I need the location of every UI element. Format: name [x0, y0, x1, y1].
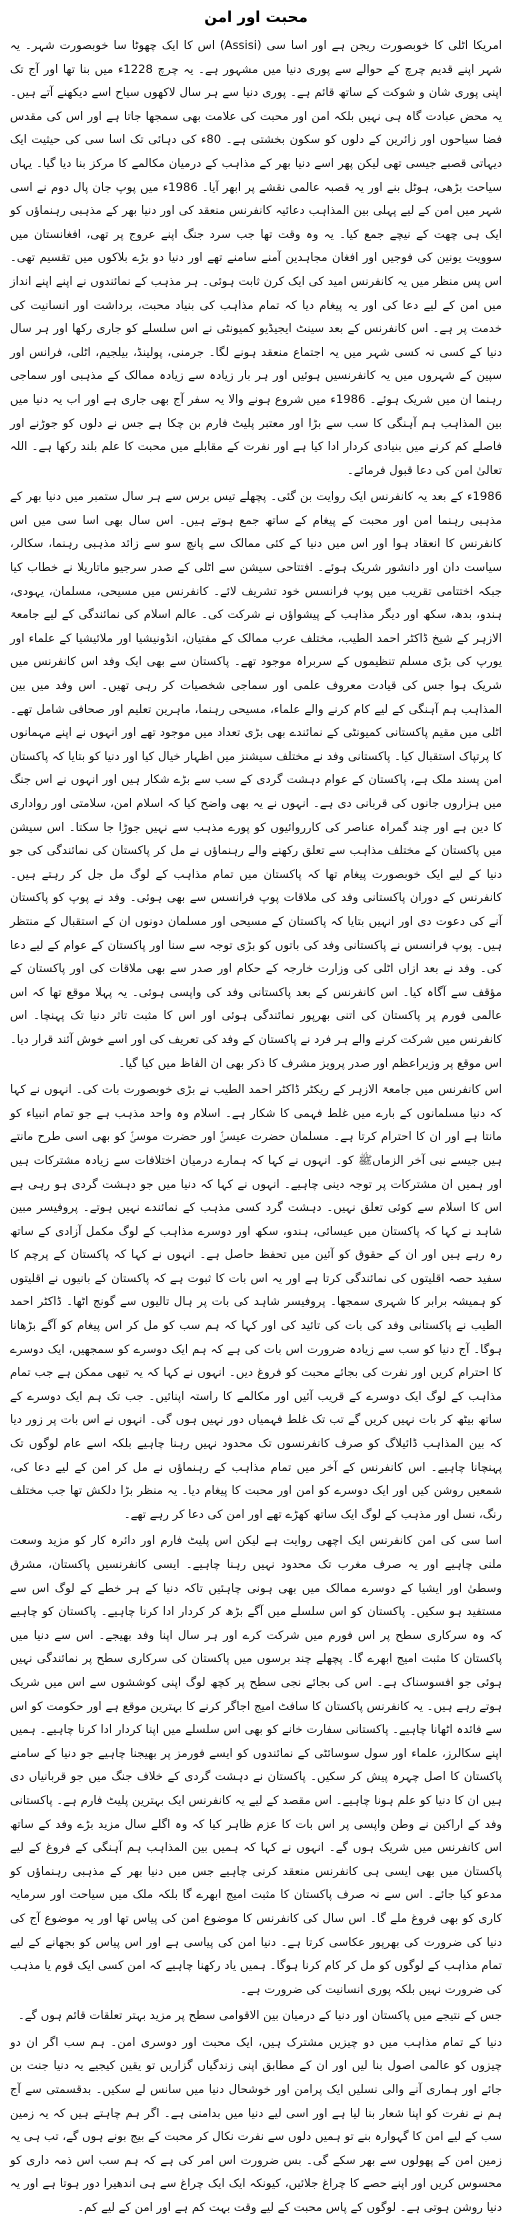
article-paragraph: اس کانفرنس میں جامعۃ الازہر کے ریکٹر ڈاکٹر احمد الطیب نے بڑی خوبصورت بات کی۔ انہوں نے کہا کہ دنیا مسلمانوں کے بارے میں غلط فہمی کا شکار ہے۔ اسلام وہ واحد مذہب ہے جو تمام انبیاء کو مانتا ہے اور ان کا احترام کرتا ہے۔ مسلمان حضرت عیسیٰؑ اور حضرت موسیٰؑ کو بھی اسی طرح مانتے ہیں جیسے نبی آخر الزماںﷺ کو۔ انہوں نے کہا کہ ہمارے درمیان اختلافات سے زیادہ مشترکات ہیں اور ہمیں ان مشترکات پر توجہ دینی چاہیے۔ انہوں نے کہا کہ دنیا میں جو دہشت گردی ہو رہی ہے اس کا اسلام سے کوئی تعلق نہیں۔ دہشت گرد کسی مذہب کے نمائندے نہیں ہوتے۔ پروفیسر مبین شاہد نے کہا کہ پاکستان میں عیسائی، ہندو، سکھ اور دوسرے مذاہب کے لوگ مکمل آزادی کے ساتھ رہ رہے ہیں اور ان کے حقوق کو آئین میں تحفظ حاصل ہے۔ انہوں نے کہا کہ پاکستان کے پرچم کا سفید حصہ اقلیتوں کی نمائندگی کرتا ہے اور یہ اس بات کا ثبوت ہے کہ پاکستان کے بانیوں نے اقلیتوں کو ہمیشہ برابر کا شہری سمجھا۔ پروفیسر شاہد کی بات پر ہال تالیوں سے گونج اٹھا۔ ڈاکٹر احمد الطیب نے پاکستانی وفد کی بات کی تائید کی اور کہا کہ ہم سب کو مل کر اس پیغام کو آگے بڑھانا ہوگا۔ آج دنیا کو سب سے زیادہ ضرورت اس بات کی ہے کہ ہم ایک دوسرے کو سمجھیں، ایک دوسرے کا احترام کریں اور نفرت کی بجائے محبت کو فروغ دیں۔ انہوں نے کہا کہ یہ تبھی ممکن ہے جب تمام مذاہب کے لوگ ایک دوسرے کے قریب آئیں اور مکالمے کا راستہ اپنائیں۔ جب تک ہم ایک دوسرے کے ساتھ بیٹھ کر بات نہیں کریں گے تب تک غلط فہمیاں دور نہیں ہوں گی۔ انہوں نے اس بات پر زور دیا کہ بین المذاہب ڈائیلاگ کو صرف کانفرنسوں تک محدود نہیں رہنا چاہیے بلکہ اسے عام لوگوں تک پہنچانا چاہیے۔ اس کانفرنس کے آخر میں تمام مذاہب کے رہنماؤں نے مل کر امن کے لیے دعا کی، شمعیں روشن کیں اور ایک دوسرے کو امن اور محبت کا پیغام دیا۔ یہ منظر بڑا دلکش تھا جب مختلف رنگ، نسل اور مذہب کے لوگ ایک ساتھ کھڑے تھے اور امن کی دعا کر رہے تھے۔	[10, 1082, 502, 1521]
article-body	[10, 34, 502, 2220]
article-paragraph: دنیا کے تمام مذاہب میں دو چیزیں مشترک ہیں، ایک محبت اور دوسری امن۔ ہم سب اگر ان دو چیزوں کو عالمی اصول بنا لیں اور ان کے مطابق اپنی زندگیاں گزاریں تو یقین کیجیے یہ دنیا جنت بن جائے اور ہماری آنے والی نسلیں ایک پرامن اور خوشحال دنیا میں سانس لے سکیں۔ بدقسمتی سے آج ہم نے نفرت کو اپنا شعار بنا لیا ہے اور اسی لیے دنیا میں بدامنی ہے۔ اگر ہم چاہتے ہیں کہ یہ زمین سب کے لیے امن کا گہوارہ بنے تو ہمیں دلوں سے نفرت نکال کر محبت کے بیج بونے ہوں گے، تب ہی یہ زمین امن کے پھولوں سے بھر سکے گی۔ بس ضرورت اس امر کی ہے کہ ہم سب اس ذمہ داری کو محسوس کریں اور اپنے حصے کا چراغ جلائیں، کیونکہ ایک ایک چراغ سے ہی اندھیرا دور ہوتا ہے اور یہ دنیا روشن ہوتی ہے۔ لوگوں کے پاس محبت کے لیے وقت بہت کم ہے اور امن کے لیے کم۔	[10, 2034, 502, 2215]
article-paragraph: جس کے نتیجے میں پاکستان اور دنیا کے درمیان بین الاقوامی سطح پر مزید بہتر تعلقات قائم ہوں گے۔	[17, 2008, 502, 2023]
article-paragraph: اسا سی کی امن کانفرنس ایک اچھی روایت ہے لیکن اس پلیٹ فارم اور دائرہ کار کو مزید وسعت ملنی چاہیے اور یہ صرف مغرب تک محدود نہیں رہنا چاہیے۔ ایسی کانفرنسیں پاکستان، مشرق وسطیٰ اور ایشیا کے دوسرے ممالک میں بھی ہونی چاہئیں تاکہ دنیا کے ہر خطے کے لوگ اس سے مستفید ہو سکیں۔ پاکستان کو اس سلسلے میں آگے بڑھ کر کردار ادا کرنا چاہیے۔ پاکستان کو چاہیے کہ وہ سرکاری سطح پر اس فورم میں شرکت کرے اور ہر سال اپنا وفد بھیجے۔ اس سے دنیا میں پاکستان کا مثبت امیج ابھرے گا۔ پچھلے چند برسوں میں پاکستان کی سرکاری سطح پر نمائندگی نہیں ہوئی جو افسوسناک ہے۔ اس کی بجائے نجی سطح پر کچھ لوگ اپنی کوششوں سے اس میں شریک ہوتے رہے ہیں۔ یہ کانفرنس پاکستان کا سافٹ امیج اجاگر کرنے کا بہترین موقع ہے اور حکومت کو اس سے فائدہ اٹھانا چاہیے۔ پاکستانی سفارت خانے کو بھی اس سلسلے میں اپنا کردار ادا کرنا چاہیے۔ ہمیں اپنے سکالرز، علماء اور سول سوسائٹی کے نمائندوں کو ایسے فورمز پر بھیجنا چاہیے جو دنیا کے سامنے پاکستان کا اصل چہرہ پیش کر سکیں۔ پاکستان نے دہشت گردی کے خلاف جنگ میں جو قربانیاں دی ہیں ان کا دنیا کو علم ہونا چاہیے۔ اس مقصد کے لیے یہ کانفرنس ایک بہترین پلیٹ فارم ہے۔ پاکستانی وفد کے اراکین نے وطن واپسی پر اس بات کا عزم ظاہر کیا کہ وہ اگلے سال مزید بڑے وفد کے ساتھ اس کانفرنس میں شریک ہوں گے۔ انہوں نے کہا کہ ہمیں بین المذاہب ہم آہنگی کے فروغ کے لیے پاکستان میں بھی ایسی ہی کانفرنس منعقد کرنی چاہیے جس میں دنیا بھر کے مذہبی رہنماؤں کو مدعو کیا جائے۔ اس سے نہ صرف پاکستان کا مثبت امیج ابھرے گا بلکہ ملک میں سیاحت اور سرمایہ کاری کو بھی فروغ ملے گا۔ اس سال کی کانفرنس کا موضوع امن کی پیاس تھا اور یہ موضوع آج کی دنیا کی ضرورت کی بھرپور عکاسی کرتا ہے۔ دنیا امن کی پیاسی ہے اور اس پیاس کو بجھانے کے لیے تمام مذاہب کے لوگوں کو مل کر کام کرنا ہوگا۔ ہمیں یاد رکھنا چاہیے کہ امن کسی ایک قوم یا مذہب کی ضرورت نہیں بلکہ پوری انسانیت کی ضرورت ہے۔	[10, 1533, 502, 1996]
article-paragraph: 1986ء کے بعد یہ کانفرنس ایک روایت بن گئی۔ پچھلے تیس برس سے ہر سال ستمبر میں دنیا بھر کے مذہبی رہنما امن اور محبت کے پیغام کے ساتھ جمع ہوتے ہیں۔ اس سال بھی اسا سی میں اس کانفرنس کا انعقاد ہوا اور اس میں دنیا کے کئی ممالک سے پانچ سو سے زائد مذہبی رہنما، سکالر، سیاست دان اور دانشور شریک ہوئے۔ افتتاحی سیشن سے اٹلی کے صدر سرجیو ماتاریلا نے خطاب کیا جبکہ اختتامی تقریب میں پوپ فرانسس خود تشریف لائے۔ کانفرنس میں مسیحی، مسلمان، یہودی، ہندو، بدھ، سکھ اور دیگر مذاہب کے پیشواؤں نے شرکت کی۔ عالم اسلام کی نمائندگی کے لیے جامعۃ الازہر کے شیخ ڈاکٹر احمد الطیب، مختلف عرب ممالک کے مفتیان، انڈونیشیا اور ملائیشیا کے علماء اور یورپ کی بڑی مسلم تنظیموں کے سربراہ موجود تھے۔ پاکستان سے بھی ایک وفد اس کانفرنس میں شریک ہوا جس کی قیادت معروف علمی اور سماجی شخصیات کر رہی تھیں۔ اس وفد میں بین المذاہب ہم آہنگی کے لیے کام کرنے والے علماء، مسیحی رہنما، ماہرین تعلیم اور صحافی شامل تھے۔ اٹلی میں مقیم پاکستانی کمیونٹی کے نمائندے بھی بڑی تعداد میں موجود تھے اور انہوں نے اپنے مہمانوں کا پرتپاک استقبال کیا۔ پاکستانی وفد نے مختلف سیشنز میں اظہار خیال کیا اور دنیا کو بتایا کہ پاکستان امن پسند ملک ہے، پاکستان کے عوام دہشت گردی کے سب سے بڑے شکار ہیں اور انہوں نے اس جنگ میں ہزاروں جانوں کی قربانی دی ہے۔ انہوں نے یہ بھی واضح کیا کہ اسلام امن، سلامتی اور رواداری کا دین ہے اور چند گمراہ عناصر کی کارروائیوں کو پورے مذہب سے نہیں جوڑا جا سکتا۔ اس سیشن میں پاکستان کے مختلف مذاہب سے تعلق رکھنے والے رہنماؤں نے مل کر پاکستان کی نمائندگی کی جو دنیا کے لیے ایک خوبصورت پیغام تھا کہ پاکستان میں تمام مذاہب کے لوگ مل جل کر رہتے ہیں۔ کانفرنس کے دوران پاکستانی وفد کی ملاقات پوپ فرانسس سے بھی ہوئی۔ وفد نے پوپ کو پاکستان آنے کی دعوت دی اور انہیں بتایا کہ پاکستان کے مسیحی اور مسلمان دونوں ان کے استقبال کے منتظر ہیں۔ پوپ فرانسس نے پاکستانی وفد کی باتوں کو بڑی توجہ سے سنا اور پاکستان کے عوام کے لیے دعا کی۔ وفد نے بعد ازاں اٹلی کی وزارت خارجہ کے حکام اور صدر سے بھی ملاقات کی اور پاکستان کے مؤقف سے آگاہ کیا۔ اس کانفرنس کے بعد پاکستانی وفد کی واپسی ہوئی۔ یہ پہلا موقع تھا کہ اس عالمی فورم پر پاکستان کی اتنی بھرپور نمائندگی ہوئی اور اس کا مثبت تاثر دنیا تک پہنچا۔ اس کانفرنس میں شرکت کرنے والے ہر فرد نے پاکستان کے وفد کی تعریف کی اور اسے خوش آئند قرار دیا۔ اس موقع پر وزیراعظم اور صدر پرویز مشرف کا ذکر بھی ان الفاظ میں کیا گیا۔	[10, 489, 502, 1070]
article-title: محبت اور امن	[204, 8, 308, 26]
article-paragraph: امریکا اٹلی کا خوبصورت ریجن ہے اور اسا سی (Assisi) اس کا ایک چھوٹا سا خوبصورت شہر۔ یہ شہر اپنے قدیم چرچ کے حوالے سے پوری دنیا میں مشہور ہے۔ یہ چرچ 1228ء میں بنا تھا اور آج تک اپنی پوری شان و شوکت کے ساتھ قائم ہے۔ پوری دنیا سے ہر سال لاکھوں سیاح اسے دیکھنے آتے ہیں۔ یہ محض عبادت گاہ ہی نہیں بلکہ امن اور محبت کی علامت بھی سمجھا جاتا ہے اور اس کی مقدس فضا سیاحوں اور زائرین کے دلوں کو سکون بخشتی ہے۔ 80ء کی دہائی تک اسا سی کی حیثیت ایک دیہاتی قصبے جیسی تھی لیکن پھر اسے دنیا بھر کے مذاہب کے درمیان مکالمے کا مرکز بنا دیا گیا۔ یہاں سیاحت بڑھی، ہوٹل بنے اور یہ قصبہ عالمی نقشے پر ابھر آیا۔ 1986ء میں پوپ جان پال دوم نے اسی شہر میں امن کے لیے پہلی بین المذاہب دعائیہ کانفرنس منعقد کی اور دنیا بھر کے مذہبی رہنماؤں کو ایک ہی چھت کے نیچے جمع کیا۔ یہ وہ وقت تھا جب سرد جنگ اپنے عروج پر تھی، افغانستان میں سوویت یونین کی فوجیں اور افغان مجاہدین آمنے سامنے تھے اور دنیا دو بڑے بلاکوں میں تقسیم تھی۔ اس پس منظر میں یہ کانفرنس امید کی ایک کرن ثابت ہوئی۔ ہر مذہب کے نمائندوں نے اپنے اپنے انداز میں امن کے لیے دعا کی اور یہ پیغام دیا کہ تمام مذاہب کی بنیاد محبت، برداشت اور انسانیت کی خدمت پر ہے۔ اس کانفرنس کے بعد سینٹ ایجیڈیو کمیونٹی نے اس سلسلے کو جاری رکھا اور ہر سال دنیا کے کسی نہ کسی شہر میں یہ اجتماع منعقد ہونے لگا۔ جرمنی، پولینڈ، بیلجیم، اٹلی، فرانس اور سپین کے شہروں میں یہ کانفرنسیں ہوئیں اور ہر بار زیادہ سے زیادہ ممالک کے مذہبی اور سماجی رہنما ان میں شریک ہوئے۔ 1986ء میں شروع ہونے والا یہ سفر آج بھی جاری ہے اور اب یہ دنیا میں بین المذاہب ہم آہنگی کا سب سے بڑا اور معتبر پلیٹ فارم بن چکا ہے جس نے دلوں کو جوڑنے اور فاصلے کم کرنے میں بنیادی کردار ادا کیا ہے اور نفرت کے مقابلے میں محبت کا علم بلند رکھا ہے۔ اللہ تعالیٰ امن کی دعا قبول فرمائے۔	[10, 38, 503, 477]
